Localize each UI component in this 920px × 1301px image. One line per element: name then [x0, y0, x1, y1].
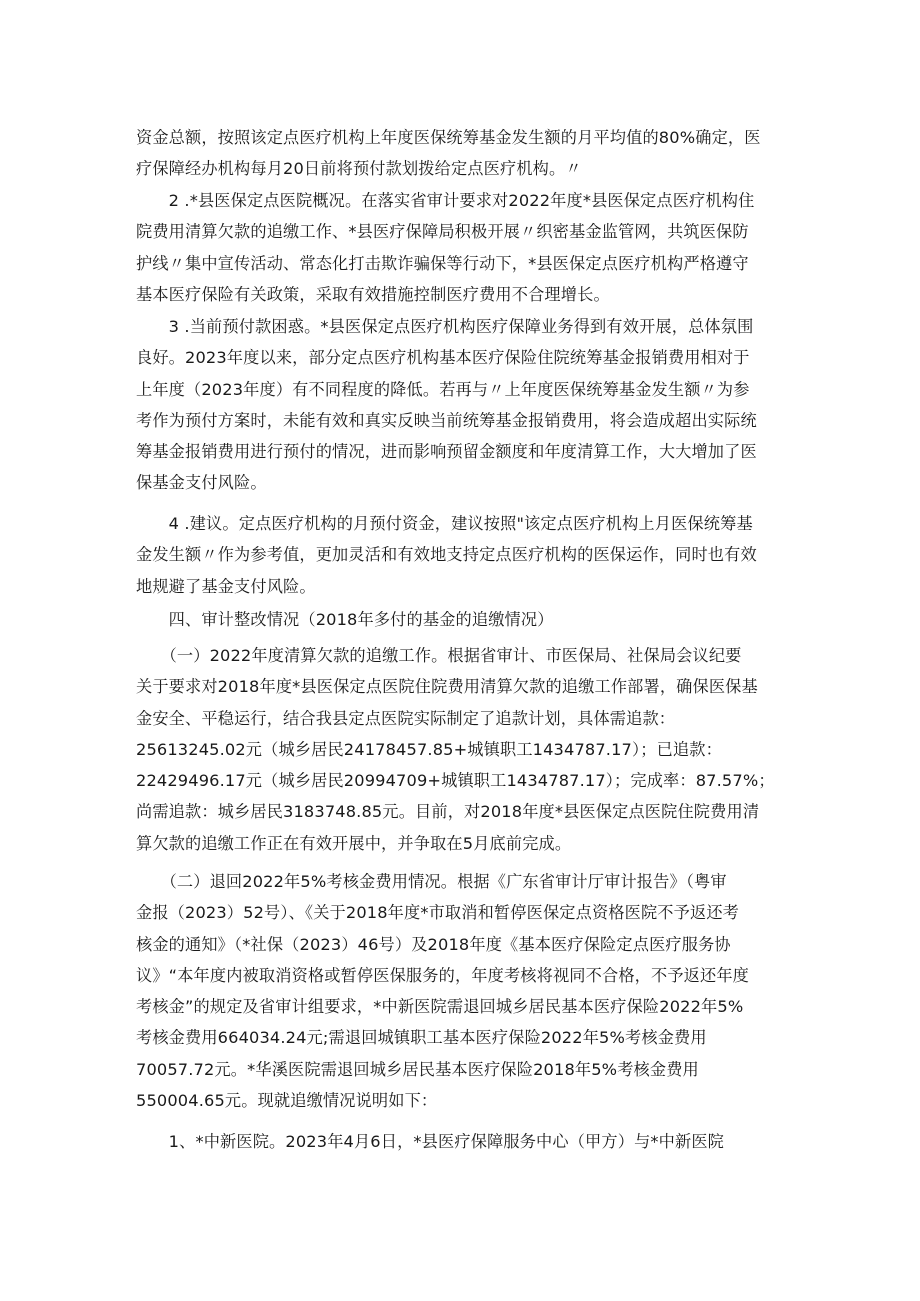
text-line: 筹基金报销费用进行预付的情况，进而影响预留金额度和年度清算工作，大大增加了医 [136, 442, 757, 462]
paragraph-funding-total [136, 122, 796, 185]
paragraph-sub-2 [136, 866, 796, 1116]
text-line: 金安全、平稳运行，结合我县定点医院实际制定了追款计划，具体需追款： [136, 708, 676, 728]
paragraph-item-2 [136, 185, 796, 310]
text-line: 金发生额〃作为参考值，更加灵活和有效地支持定点医疗机构的医保运作，同时也有效 [136, 545, 757, 565]
text-line: 良好。2023年度以来，部分定点医疗机构基本医疗保险住院统筹基金报销费用相对于 [136, 348, 750, 368]
text-line: 算欠款的追缴工作正在有效开展中，并争取在5月底前完成。 [136, 833, 572, 853]
text-line: 2 .*县医保定点医院概况。在落实省审计要求对2022年度*县医保定点医疗机构住 [136, 191, 755, 210]
text-line: 地规避了基金支付风险。 [136, 576, 316, 596]
text-line: 4 .建议。定点医疗机构的月预付资金，建议按照"该定点医疗机构上月医保统筹基 [136, 514, 753, 533]
text-line: 25613245.02元（城乡居民24178457.85+城镇职工1434787.17）；已追款： [136, 739, 722, 759]
paragraph-item-3 [136, 311, 796, 499]
text-line: 尚需追款：城乡居民3183748.85元。目前，对2018年度*县医保定点医院住院费用清 [136, 802, 760, 822]
text-line: 四、审计整改情况（2018年多付的基金的追缴情况） [136, 610, 554, 629]
text-line: 考核金费用664034.24元;需退回城镇职工基本医疗保险2022年5%考核金费用 [136, 1028, 707, 1048]
text-line: 考核金”的规定及省审计组要求，*中新医院需退回城乡居民基本医疗保险2022年5% [136, 997, 744, 1017]
text-line: 考作为预付方案时，未能有效和真实反映当前统筹基金报销费用，将会造成超出实际统 [136, 410, 757, 430]
text-line: 基本医疗保险有关政策，采取有效措施控制医疗费用不合理增长。 [136, 284, 610, 304]
text-line: 保基金支付风险。 [136, 473, 267, 493]
text-line: 3 .当前预付款困惑。*县医保定点医疗机构医疗保障业务得到有效开展，总体氛围 [136, 317, 754, 336]
text-line: 金报（2023）52号）、《关于2018年度*市取消和暂停医保定点资格医院不予返还考 [136, 903, 739, 923]
text-line: 护线〃集中宣传活动、常态化打击欺诈骗保等行动下，*县医保定点医疗机构严格遵守 [136, 253, 749, 273]
text-line: 上年度（2023年度）有不同程度的降低。若再与〃上年度医保统筹基金发生额〃为参 [136, 379, 750, 399]
text-line: 关于要求对2018年度*县医保定点医院住院费用清算欠款的追缴工作部署，确保医保基 [136, 677, 758, 697]
section-heading-4 [136, 604, 796, 635]
text-line: （一）2022年度清算欠款的追缴工作。根据省审计、市医保局、社保局会议纪要 [136, 646, 742, 665]
text-line: 资金总额，按照该定点医疗机构上年度医保统筹基金发生额的月平均值的80%确定，医 [136, 128, 761, 147]
text-line: 核金的通知》（*社保（2023）46号）及2018年度《基本医疗保险定点医疗服务协 [136, 934, 731, 954]
text-line: 70057.72元。*华溪医院需退回城乡居民基本医疗保险2018年5%考核金费用 [136, 1059, 699, 1079]
text-line: （二）退回2022年5%考核金费用情况。根据《广东省审计厅审计报告》（粤审 [136, 872, 727, 891]
text-line: 22429496.17元（城乡居民20994709+城镇职工1434787.17）；完成率：87.57%； [136, 771, 775, 791]
text-line: 疗保障经办机构每月20日前将预付款划拨给定点医疗机构。〃 [136, 159, 582, 179]
paragraph-item-4 [136, 508, 796, 602]
paragraph-item-1-zhongxin [136, 1126, 796, 1157]
text-line: 议》“本年度内被取消资格或暂停医保服务的，年度考核将视同不合格，不予返还年度 [136, 965, 750, 985]
text-line: 院费用清算欠款的追缴工作、*县医疗保障局积极开展〃织密基金监管网，共筑医保防 [136, 222, 749, 242]
text-line: 1、*中新医院。2023年4月6日，*县医疗保障服务中心（甲方）与*中新医院 [136, 1132, 724, 1151]
paragraph-sub-1 [136, 640, 796, 859]
text-line: 550004.65元。现就追缴情况说明如下： [136, 1091, 438, 1111]
